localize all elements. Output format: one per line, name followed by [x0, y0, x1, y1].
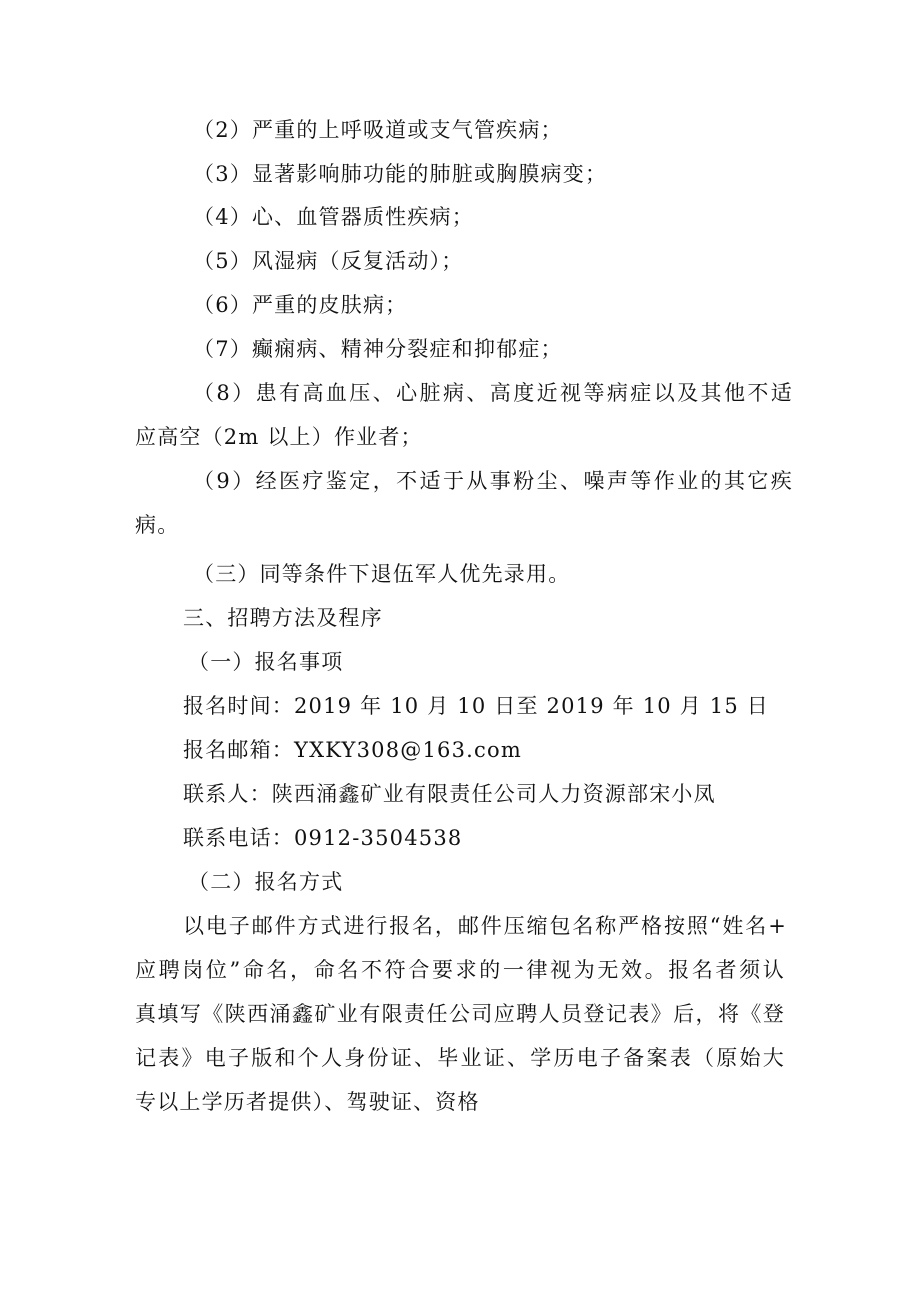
- registration-time: 报名时间：2019 年 10 月 10 日至 2019 年 10 月 15 日: [183, 694, 770, 718]
- subsection-heading-registration: （一）报名事项: [188, 650, 344, 674]
- registration-email: 报名邮箱：YXKY308@163.com: [183, 738, 522, 762]
- paragraph-method-line-1: 以电子邮件方式进行报名，邮件压缩包名称严格按照“姓名+: [183, 914, 787, 938]
- subsection-heading-method: （二）报名方式: [188, 870, 344, 894]
- contact-phone: 联系电话：0912-3504538: [183, 826, 463, 850]
- list-item-9-continued: 病。: [135, 513, 180, 537]
- list-item-8: （8）患有高血压、心脏病、高度近视等病症以及其他不适: [193, 381, 793, 405]
- section-heading: 三、招聘方法及程序: [183, 606, 383, 630]
- paragraph-method-line-2: 应聘岗位”命名，命名不符合要求的一律视为无效。报名者须认: [135, 958, 785, 982]
- list-item-6: （6）严重的皮肤病；: [193, 293, 408, 317]
- list-item-5: （5）风湿病（反复活动）；: [193, 249, 464, 273]
- paragraph-method-line-5: 专以上学历者提供）、驾驶证、资格: [135, 1090, 480, 1114]
- list-item-9: （9）经医疗鉴定，不适于从事粉尘、噪声等作业的其它疾: [193, 469, 793, 493]
- contact-person: 联系人：陕西涌鑫矿业有限责任公司人力资源部宋小凤: [183, 782, 716, 806]
- paragraph-veterans-priority: （三）同等条件下退伍军人优先录用。: [193, 562, 571, 586]
- list-item-2: （2）严重的上呼吸道或支气管疾病；: [193, 118, 563, 142]
- list-item-7: （7）癫痫病、精神分裂症和抑郁症；: [193, 337, 563, 361]
- paragraph-method-line-4: 记表》电子版和个人身份证、毕业证、学历电子备案表（原始大: [135, 1046, 785, 1070]
- paragraph-method-line-3: 真填写《陕西涌鑫矿业有限责任公司应聘人员登记表》后，将《登: [135, 1002, 785, 1026]
- list-item-3: （3）显著影响肺功能的肺脏或胸膜病变；: [193, 162, 608, 186]
- list-item-8-continued: 应高空（2m 以上）作业者；: [135, 425, 423, 449]
- list-item-4: （4）心、血管器质性疾病；: [193, 205, 474, 229]
